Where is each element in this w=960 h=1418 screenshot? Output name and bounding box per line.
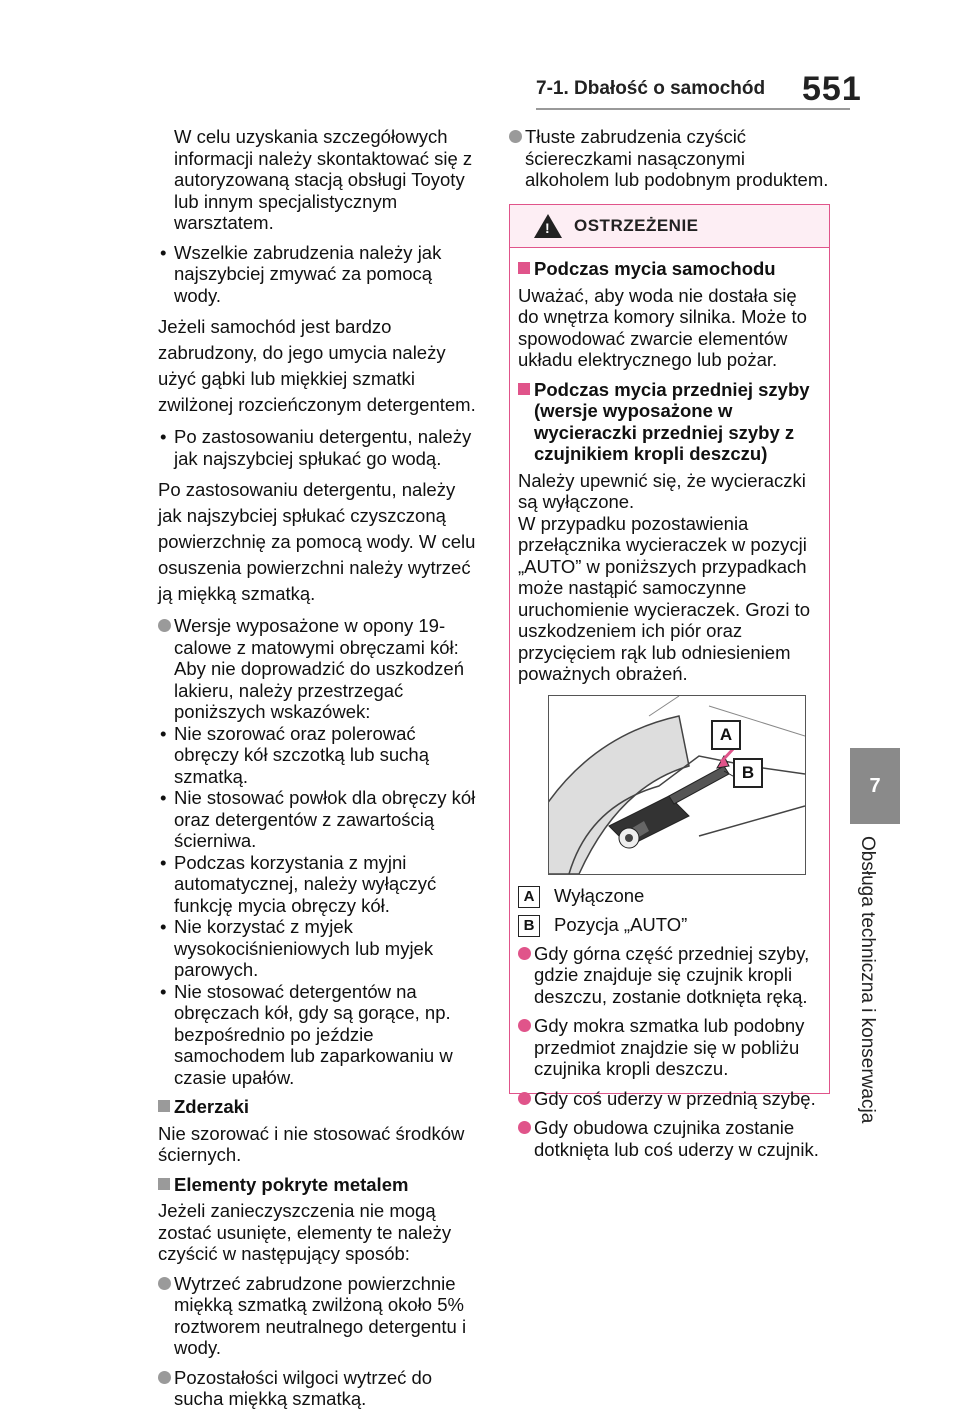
- circle-text: Wersje wyposażone w opony 19-calowe z matowymi obręczami kół: Aby nie doprowadzić do uszkodzeń lakieru, należy przestrzegać poniższych wskazówek:: [174, 615, 465, 722]
- paragraph: Należy upewnić się, że wycieraczki są wyłączone.: [518, 469, 806, 512]
- right-column: [509, 126, 831, 199]
- bullet-dot: •: [160, 722, 167, 744]
- pink-circle-marker-icon: [518, 1121, 531, 1134]
- paragraph: Jeżeli zanieczyszczenia nie mogą zostać usunięte, elementy te należy czyścić w następujący sposób:: [158, 1200, 452, 1264]
- legend-text: Wyłączone: [554, 884, 645, 906]
- warning-triangle-icon: !: [534, 214, 562, 238]
- square-marker-icon: [158, 1178, 170, 1190]
- pink-circle-marker-icon: [518, 1019, 531, 1032]
- figure-label-a: A: [711, 720, 741, 750]
- circle-marker-icon: [158, 1371, 171, 1384]
- header-divider: [536, 108, 850, 110]
- sub-bullet: [158, 723, 480, 788]
- square-marker-icon: [158, 1100, 170, 1112]
- paragraph: W celu uzyskania szczegółowych informacji należy skontaktować się z autoryzowaną stacją obsługi Toyoty lub innym specjalistycznym warsztatem.: [174, 126, 473, 233]
- label-a-box: A: [518, 886, 540, 908]
- bullet-dot: •: [160, 426, 167, 447]
- paragraph: W przypadku pozostawienia przełącznika wycieraczek w pozycji „AUTO” w poniższych przypadkach może nastąpić samoczynne uruchomienie wycieraczek. Grozi to uszkodzeniem ich piór oraz przycięciem rąk lub odniesieniem poważnych obrażeń.: [518, 512, 810, 684]
- square-marker-icon: [518, 262, 530, 274]
- condition-item: [518, 1088, 821, 1110]
- paragraph: Po zastosowaniu detergentu, należy jak najszybciej spłukać czyszczoną powierzchnię za pomocą wody. W celu osuszenia powierzchni należy wytrzeć ją miękką szmatką.: [158, 479, 476, 604]
- subheading: [158, 1096, 480, 1118]
- subheading-text: Podczas mycia samochodu: [534, 258, 776, 279]
- condition-text: Gdy obudowa czujnika zostanie dotknięta lub coś uderzy w czujnik.: [534, 1117, 819, 1160]
- label-b-box: B: [518, 915, 540, 937]
- bullet-text: Wszelkie zabrudzenia należy jak najszybciej zmywać za pomocą wody.: [174, 241, 442, 306]
- condition-item: [518, 943, 821, 1008]
- subheading-text: Zderzaki: [174, 1096, 250, 1117]
- circle-text: Pozostałości wilgoci wytrzeć do sucha miękką szmatką.: [174, 1366, 433, 1409]
- pink-circle-marker-icon: [518, 1092, 531, 1105]
- wiper-lever-figure: [548, 695, 806, 875]
- figure-label-b: B: [733, 758, 763, 788]
- circle-item: [509, 126, 831, 191]
- subheading: [158, 1174, 480, 1196]
- bullet-text: Po zastosowaniu detergentu, należy jak najszybciej spłukać go wodą.: [174, 426, 472, 469]
- circle-item: [158, 1273, 480, 1359]
- bullet-item: [158, 242, 480, 307]
- bullet-dot: •: [160, 241, 167, 263]
- circle-text: Tłuste zabrudzenia czyścić ściereczkami nasączonymi alkoholem lub podobnym produktem.: [525, 126, 829, 190]
- chapter-label: Obsługa techniczna i konserwacja: [857, 836, 878, 1124]
- bullet-dot: •: [160, 851, 167, 873]
- warning-header: [510, 205, 829, 248]
- sub-bullet-text: Nie stosować detergentów na obręczach kół, gdy są gorące, np. bezpośrednio po jeździe samochodem lub zaparkowaniu w czasie upałów.: [174, 980, 453, 1088]
- paragraph: Uważać, aby woda nie dostała się do wnętrza komory silnika. Może to spowodować zwarcie elementów układu elektrycznego lub pożar.: [518, 284, 807, 370]
- legend-text: Pozycja „AUTO”: [554, 913, 688, 935]
- sub-bullet: [158, 981, 480, 1089]
- circle-item: [158, 1367, 480, 1410]
- condition-item: [518, 1015, 821, 1080]
- warning-box: [509, 204, 830, 1160]
- sub-bullet: [158, 852, 480, 917]
- circle-item: [158, 615, 480, 1088]
- sub-bullet-text: Podczas korzystania z myjni automatycznej, należy wyłączyć funkcję mycia obręczy kół.: [174, 851, 437, 916]
- bullet-item: [158, 426, 480, 469]
- square-marker-icon: [518, 383, 530, 395]
- subheading-text: Elementy pokryte metalem: [174, 1173, 409, 1195]
- warning-subheading: [518, 379, 821, 465]
- circle-marker-icon: [509, 130, 522, 143]
- left-column: [158, 126, 480, 1418]
- subheading-text: Podczas mycia przedniej szyby (wersje wyposażone w wycieraczki przedniej szyby z czujnikiem kropli deszczu): [534, 378, 810, 464]
- sub-bullet-text: Nie stosować powłok dla obręczy kół oraz detergentów z zawartością ścierniwa.: [174, 787, 476, 851]
- sub-bullet-text: Nie korzystać z myjek wysokociśnieniowych lub myjek parowych.: [174, 916, 434, 980]
- sub-bullet: [158, 787, 480, 852]
- steering-column-illustration: [549, 696, 805, 874]
- legend-row-a: [518, 885, 821, 908]
- paragraph: Jeżeli samochód jest bardzo zabrudzony, do jego umycia należy użyć gąbki lub miękkiej szmatki zwilżonej rozcieńczonym detergentem.: [158, 316, 476, 415]
- sub-bullet: [158, 916, 480, 981]
- section-header: 7-1. Dbałość o samochód: [536, 78, 766, 99]
- condition-text: Gdy coś uderzy w przednią szybę.: [534, 1087, 816, 1109]
- condition-item: [518, 1117, 821, 1160]
- condition-text: Gdy mokra szmatka lub podobny przedmiot znajdzie się w pobliżu czujnika kropli deszczu.: [534, 1015, 805, 1080]
- warning-body: [510, 248, 829, 1160]
- circle-marker-icon: [158, 1277, 171, 1290]
- warning-subheading: [518, 258, 821, 280]
- bullet-dot: •: [160, 787, 167, 808]
- bullet-dot: •: [160, 916, 167, 937]
- bullet-dot: •: [160, 980, 167, 1002]
- circle-marker-icon: [158, 619, 171, 632]
- warning-title: OSTRZEŻENIE: [574, 216, 699, 235]
- circle-text: Wytrzeć zabrudzone powierzchnie miękką szmatką zwilżoną około 5% roztworem neutralnego detergentu i wody.: [174, 1272, 467, 1358]
- legend-row-b: [518, 914, 821, 937]
- page-number: 551: [802, 70, 862, 108]
- paragraph: Nie szorować i nie stosować środków ściernych.: [158, 1122, 465, 1165]
- chapter-tab[interactable]: 7: [850, 748, 900, 824]
- pink-circle-marker-icon: [518, 947, 531, 960]
- condition-text: Gdy górna część przedniej szyby, gdzie znajduje się czujnik kropli deszczu, zostanie dotknięta ręką.: [534, 942, 810, 1007]
- sub-bullet-text: Nie szorować oraz polerować obręczy kół szczotką lub suchą szmatką.: [174, 722, 430, 787]
